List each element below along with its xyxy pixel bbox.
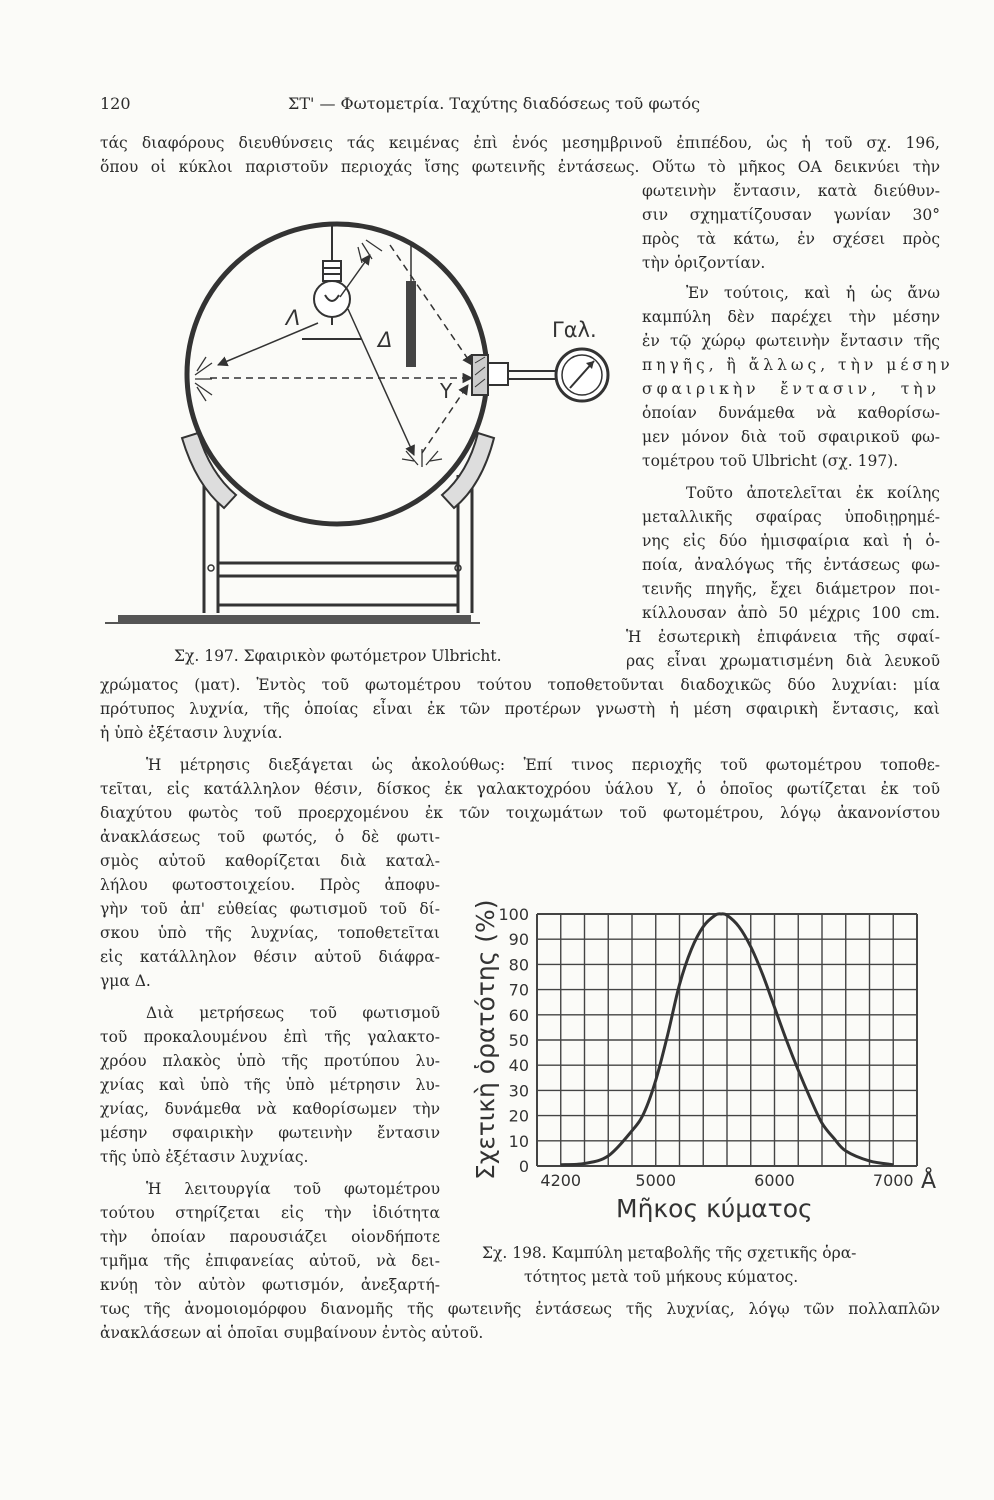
label-disc: Υ <box>440 379 453 403</box>
text-line: τομέτρου τοῦ Ulbricht (σχ. 197). <box>642 452 899 470</box>
text-line: γὴν τοῦ ἀπ' εὐθείας φωτισμοῦ τοῦ δί- <box>100 900 440 918</box>
text-line: τούτου στηρίζεται εἰς τὴν ἰδιότητα <box>100 1204 440 1222</box>
text-line: νης εἰς δύο ἡμισφαίρια καὶ ἡ ὁ- <box>642 532 940 550</box>
text-line: Ἡ μέτρησις διεξάγεται ὡς ἀκολούθως: Ἐπί τινος περιοχῆς τοῦ φωτομέτρου τοποθε- <box>146 756 940 774</box>
figure-198-caption-line2: τότητος μετὰ τοῦ μήκους κύματος. <box>524 1268 799 1286</box>
cradle-left <box>182 433 236 508</box>
text-line: τως τῆς ἀνομοιομόρφου διανομῆς τῆς φωτεινῆς ἐντάσεως τῆς λυχνίας, λόγῳ τῶν πολλαπλῶν <box>100 1300 940 1318</box>
text-line: χρώματος (ματ). Ἐντὸς τοῦ φωτομέτρου τούτου τοποθετοῦνται διαδοχικῶς δύο λυχνίαι: μία <box>100 676 940 694</box>
text-line: σφαιρικὴν ἔντασιν, τὴν <box>642 380 940 398</box>
text-line: ἀνακλάσεων αἱ ὁποῖαι συμβαίνουν ἐντὸς αὐτοῦ. <box>100 1324 484 1342</box>
page-number: 120 <box>100 94 131 113</box>
y-tick-label: 90 <box>508 930 529 950</box>
y-tick-label: 70 <box>508 980 529 1000</box>
text-line: φωτεινὴν ἔντασιν, κατὰ διεύθυν- <box>642 182 940 200</box>
text-line: λήλου φωτοστοιχείου. Πρὸς ἀποφυ- <box>100 876 440 894</box>
figure-198-caption-line1: Σχ. 198. Καμπύλη μεταβολῆς τῆς σχετικῆς ὁρα- <box>482 1244 857 1262</box>
x-tick-label: 6000 <box>754 1171 795 1190</box>
x-axis-label: Μῆκος κύματος <box>616 1194 813 1223</box>
y-tick-label: 0 <box>518 1157 529 1176</box>
text-line: μέσην σφαιρικὴν φωτεινὴν ἔντασιν <box>100 1124 440 1142</box>
stand <box>204 475 472 613</box>
label-galvanometer: Γαλ. <box>552 318 597 342</box>
text-line: πρὸς τὰ κάτω, ἐν σχέσει πρὸς <box>642 230 940 248</box>
text-line: τμῆμα τῆς ἐπιφανείας αὐτοῦ, νὰ δει- <box>100 1252 440 1270</box>
milk-glass-disc <box>472 355 488 395</box>
text-line: χρόου πλακὸς ὑπὸ τῆς προτύπου λυ- <box>100 1052 440 1070</box>
text-line: ὁποίαν δυνάμεθα νὰ καθορίσω- <box>642 404 940 422</box>
text-line: σκου ὑπὸ τῆς λυχνίας, τοποθετεῖται <box>100 924 440 942</box>
text-line: μεν μόνον διὰ τοῦ σφαιρικοῦ φω- <box>642 428 940 446</box>
text-line: ὅπου οἱ κύκλοι παριστοῦν περιοχάς ἴσης φωτεινῆς ἐντάσεως. Οὕτω τὸ μῆκος ΟΑ δεικνύει τὴν <box>100 158 940 176</box>
galvanometer-icon <box>556 349 608 401</box>
text-line: ἡ ὑπὸ ἐξέτασιν λυχνία. <box>100 724 283 742</box>
figure-197-caption: Σχ. 197. Σφαιρικὸν φωτόμετρον Ulbricht. <box>174 647 502 665</box>
text-line: κνύῃ τὸν αὐτὸν φωτισμόν, ἀνεξαρτή- <box>100 1276 440 1294</box>
text-line: γμα Δ. <box>100 972 151 990</box>
x-unit-label: Å <box>921 1169 937 1194</box>
text-line: Ἐν τούτοις, καὶ ἡ ὡς ἄνω <box>686 284 940 302</box>
text-line: τεινῆς πηγῆς, ἔχει διάμετρον ποι- <box>642 580 940 598</box>
y-tick-label: 60 <box>508 1005 529 1025</box>
y-tick-label: 100 <box>498 905 529 924</box>
text-line: ἐν τῷ χώρῳ φωτεινὴν ἔντασιν τῆς <box>642 332 940 350</box>
base-plate <box>118 615 471 623</box>
text-line: Τοῦτο ἀποτελεῖται ἐκ κοίλης <box>686 484 940 502</box>
text-line: χνίας καὶ ὑπὸ τῆς ὑπὸ μέτρησιν λυ- <box>100 1076 440 1094</box>
ulbricht-sphere-figure <box>100 185 620 645</box>
text-line: ρας εἶναι χρωματισμένη διὰ λευκοῦ <box>626 652 940 670</box>
y-tick-label: 30 <box>508 1081 529 1101</box>
text-line: ποία, ἀναλόγως τῆς ἐντάσεως φω- <box>642 556 940 574</box>
text-line: χνίας, δυνάμεθα νὰ καθορίσωμεν τὴν <box>100 1100 440 1118</box>
running-title: ΣΤ' — Φωτομετρία. Ταχύτης διαδόσεως τοῦ φωτός <box>288 94 701 113</box>
x-tick-label: 5000 <box>635 1171 677 1190</box>
text-line: Ἡ λειτουργία τοῦ φωτομέτρου <box>146 1180 440 1198</box>
text-line: τῆς ὑπὸ ἐξέτασιν λυχνίας. <box>100 1148 309 1166</box>
text-line: πηγῆς, ἢ ἄλλως, τὴν μέσην <box>642 356 954 374</box>
label-lamp: Λ <box>286 306 301 330</box>
y-tick-label: 80 <box>508 955 529 975</box>
text-line: εἰς κατάλληλον θέσιν αὐτοῦ διάφρα- <box>100 948 440 966</box>
y-tick-label: 20 <box>508 1106 529 1126</box>
text-line: σμὸς αὐτοῦ καθορίζεται διὰ καταλ- <box>100 852 440 870</box>
text-line: τάς διαφόρους διευθύνσεις τάς κειμένας ἐπὶ ἑνός μεσημβρινοῦ ἐπιπέδου, ὡς ἡ τοῦ σχ. 196, <box>100 134 940 152</box>
text-line: πρότυπος λυχνία, τῆς ὁποίας εἶναι ἐκ τῶν προτέρων γνωστὴ ἡ μέση σφαιρικὴ ἔντασις, καὶ <box>100 700 940 718</box>
y-tick-label: 50 <box>508 1031 529 1050</box>
text-line: Διὰ μετρήσεως τοῦ φωτισμοῦ <box>146 1004 440 1022</box>
text-line: σιν σχηματίζουσαν γωνίαν 30° <box>642 206 940 224</box>
text-line: τεῖται, εἰς κατάλληλον θέσιν, δίσκος ἐκ γαλακτοχρόου ὑάλου Υ, ὁ ὁποῖος φωτίζεται ἐκ τοῦ <box>100 780 940 798</box>
text-line: τὴν ὁποίαν παρουσιάζει οἱονδήποτε <box>100 1228 440 1246</box>
x-tick-label: 4200 <box>540 1171 582 1190</box>
text-line: Ἡ ἐσωτερικὴ ἐπιφάνεια τῆς σφαί- <box>626 628 940 646</box>
label-diaphragm: Δ <box>378 328 393 352</box>
y-tick-label: 40 <box>508 1056 529 1076</box>
text-line: κίλλουσαν ἀπὸ 50 μέχρις 100 cm. <box>642 604 940 622</box>
text-line: διαχύτου φωτὸς τοῦ προερχομένου ἐκ τῶν τοιχωμάτων τοῦ φωτομέτρου, λόγῳ ἀκανονίστου <box>100 804 940 822</box>
text-line: μεταλλικῆς σφαίρας ὑποδιῃρημέ- <box>642 508 940 526</box>
text-line: τὴν ὁριζοντίαν. <box>642 254 766 272</box>
visibility-chart <box>462 870 952 1230</box>
diaphragm <box>406 281 416 367</box>
x-tick-label: 7000 <box>872 1171 914 1190</box>
text-line: ἀνακλάσεως τοῦ φωτός, ὁ δὲ φωτι- <box>100 828 440 846</box>
y-axis-label: Σχετικὴ ὁρατότης (%) <box>471 899 500 1180</box>
text-line: καμπύλη δὲν παρέχει τὴν μέσην <box>642 308 940 326</box>
text-line: τοῦ προκαλουμένου ἐπὶ τῆς γαλακτο- <box>100 1028 440 1046</box>
y-tick-label: 10 <box>508 1131 529 1151</box>
